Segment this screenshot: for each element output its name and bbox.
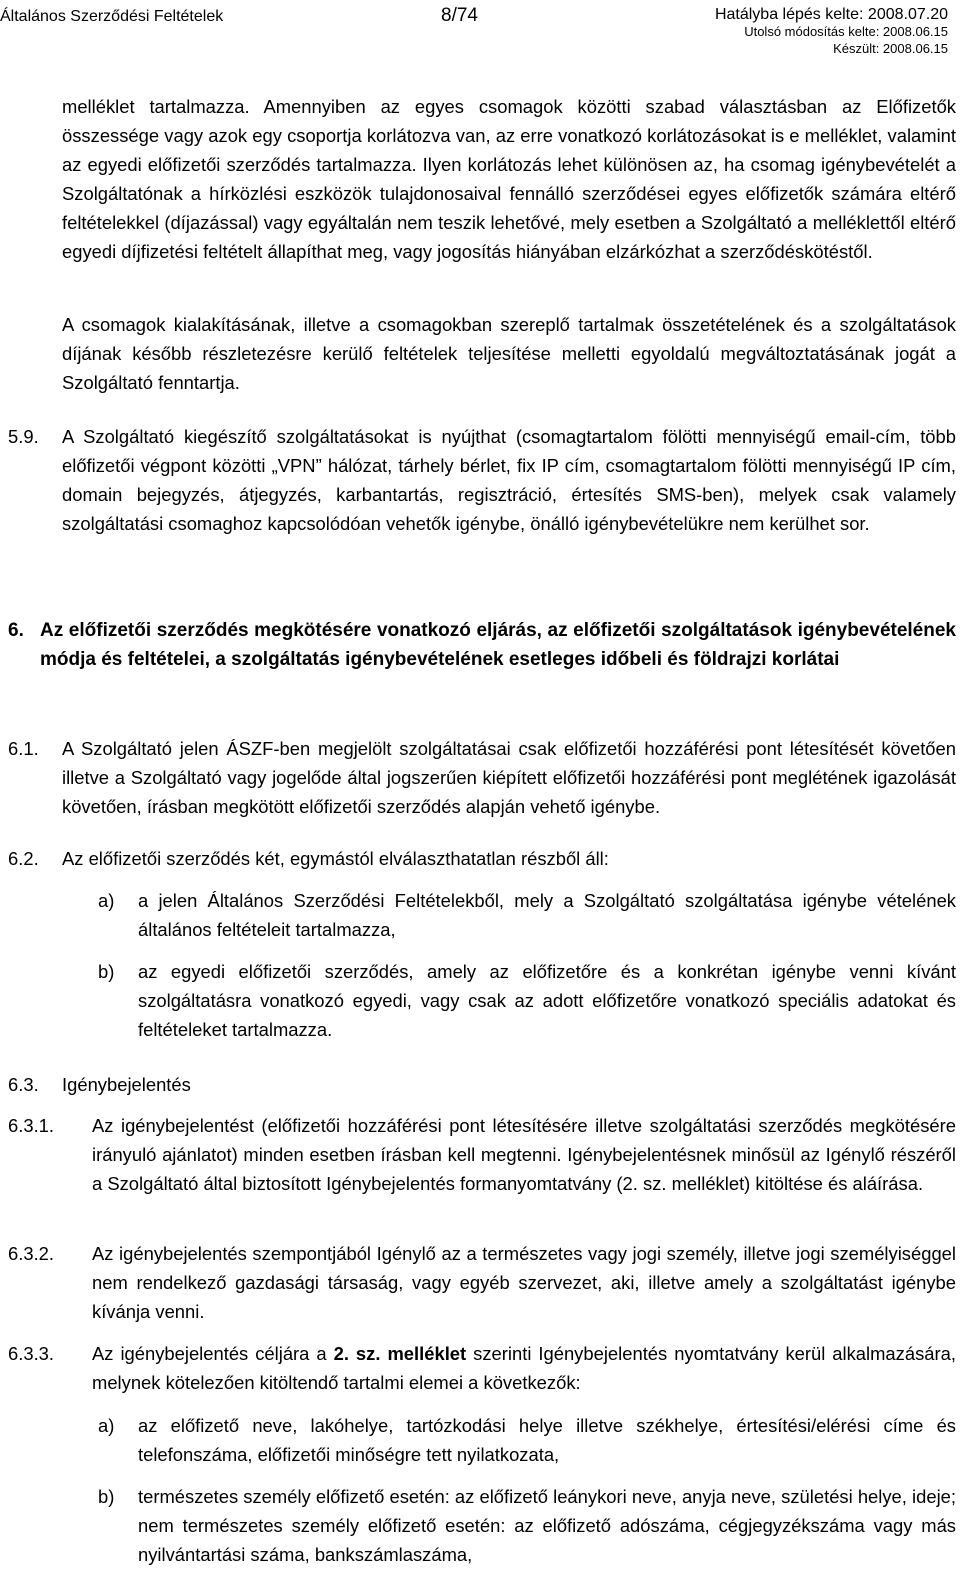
page-header	[0, 0, 960, 80]
list-label-6-3-3-a: a)	[98, 1415, 115, 1436]
list-label-6-3-3-b: b)	[98, 1486, 115, 1507]
section-heading-6: Az előfizetői szerződés megkötésére vonatkozó eljárás, az előfizetői szolgáltatások igénybevételének módja és feltételei, a szolgáltatás igénybevételének esetleges időbeli és földrajzi korlátai	[40, 620, 956, 670]
effective-date: Hatályba lépés kelte: 2008.07.20	[714, 6, 948, 23]
paragraph-6-3-3-end: szerinti Igénybejelentés nyomtatvány kerül alkalmazására, melynek kötelezően kitöltendő tartalmi elemei a következők:	[92, 1343, 956, 1393]
paragraph-continuation: melléklet tartalmazza. Amennyiben az egyes csomagok közötti szabad választásban az Előfizetők összessége vagy azok egy csoportja korlátozva van, az erre vonatkozó korlátozásokat is e melléklet, valamint az egyedi előfizetői szerződés tartalmazza. Ilyen korlátozás lehet különösen az, ha csomag igénybevételét a Szolgáltatónak a hírközlési eszközök tulajdonosaival fennálló szerződései egyes előfizetők számára eltérő feltételekkel (díjazással) vagy egyáltalán nem teszik lehetővé, mely esetben a Szolgáltató a melléklettől eltérő egyedi díjfizetési feltételt állapíthat meg, vagy jogosítás hiányában elzárkózhat a szerződéskötéstől.	[62, 96, 956, 262]
annex-reference: 2. sz. melléklet	[333, 1343, 467, 1364]
section-number-6: 6.	[8, 620, 24, 641]
section-number-6-3: 6.3.	[8, 1074, 39, 1095]
section-number-6-3-1: 6.3.1.	[8, 1115, 55, 1136]
list-item-6-3-3-b: természetes személy előfizető esetén: az előfizető leánykori neve, anyja neve, születési helye, ideje; nem természetes személy előfizető esetén: az előfizető adószáma, cégjegyzékszáma vagy más nyilvántartási száma, bankszámlaszáma,	[138, 1486, 956, 1565]
header-dates	[715, 6, 948, 57]
modified-date: Utolsó módosítás kelte: 2008.06.15	[744, 24, 948, 39]
paragraph-5-9: A Szolgáltató kiegészítő szolgáltatásokat is nyújthat (csomagtartalom fölötti mennyiségű email-cím, több előfizetői végpont közötti „VPN” hálózat, tárhely bérlet, fix IP cím, csomagtartalom fölötti mennyiségű IP cím, domain bejegyzés, átjegyzés, karbantartás, regisztráció, értesítés SMS-ben), melyek csak valamely szolgáltatási csomaghoz kapcsolódóan vehetők igénybe, önálló igénybevételükre nem kerülhet sor.	[62, 426, 956, 534]
paragraph-6-3-2: Az igénybejelentés szempontjából Igénylő az a természetes vagy jogi személy, illetve jogi személyiséggel nem rendelkező gazdasági társaság, vagy egyéb szervezet, aki, illetve amely a szolgáltatást igénybe kívánja venni.	[92, 1243, 956, 1322]
paragraph-6-3-1: Az igénybejelentést (előfizetői hozzáférési pont létesítésére illetve szolgáltatási szerződés megkötésére irányuló ajánlatot) minden esetben írásban kell megtenni. Igénybejelentésnek minősül az Igénylő részéről a Szolgáltató által biztosított Igénybejelentés formanyomtatvány (2. sz. melléklet) kitöltése és aláírása.	[92, 1115, 956, 1194]
list-item-6-3-3-a: az előfizető neve, lakóhelye, tartózkodási helye illetve székhelye, értesítési/elérési címe és telefonszáma, előfizetői minőségre tett nyilatkozata,	[138, 1415, 956, 1465]
section-number-6-3-2: 6.3.2.	[8, 1243, 55, 1264]
list-label-6-2-a: a)	[98, 890, 115, 911]
section-number-6-1: 6.1.	[8, 738, 39, 759]
list-item-6-2-b: az egyedi előfizetői szerződés, amely az előfizetőre és a konkrétan igénybe venni kívánt szolgáltatásra vonatkozó egyedi, vagy csak az adott előfizetőre vonatkozó speciális adatokat és feltételeket tartalmazza.	[138, 961, 956, 1040]
section-number-6-3-3: 6.3.3.	[8, 1343, 55, 1364]
paragraph-packages: A csomagok kialakításának, illetve a csomagokban szereplő tartalmak összetételének és a szolgáltatások díjának később részletezésre kerülő feltételek teljesítése melletti egyoldalú megváltoztatásának jogát a Szolgáltató fenntartja.	[62, 314, 956, 393]
document-title: Általános Szerződési Feltételek	[0, 8, 224, 25]
section-number-6-2: 6.2.	[8, 848, 39, 869]
paragraph-6-2: Az előfizetői szerződés két, egymástól elválaszthatatlan részből áll:	[62, 848, 609, 869]
list-item-6-2-a: a jelen Általános Szerződési Feltételekből, mely a Szolgáltató szolgáltatása igénybe vételének általános feltételeit tartalmazza,	[138, 890, 956, 940]
paragraph-6-1: A Szolgáltató jelen ÁSZF-ben megjelölt szolgáltatásai csak előfizetői hozzáférési pont létesítését követően illetve a Szolgáltató vagy jogelőde által jogszerűen kiépített előfizetői hozzáférési pont meglétének igazolását követően, írásban megkötött előfizetői szerződés alapján vehető igénybe.	[62, 738, 956, 817]
paragraph-6-3-3	[92, 1339, 956, 1397]
section-number-5-9: 5.9.	[8, 426, 39, 447]
page-number: 8/74	[441, 5, 478, 26]
list-label-6-2-b: b)	[98, 961, 115, 982]
created-date: Készült: 2008.06.15	[833, 41, 948, 56]
paragraph-6-3-title: Igénybejelentés	[62, 1074, 191, 1095]
paragraph-6-3-3-start: Az igénybejelentés céljára a	[92, 1343, 327, 1364]
